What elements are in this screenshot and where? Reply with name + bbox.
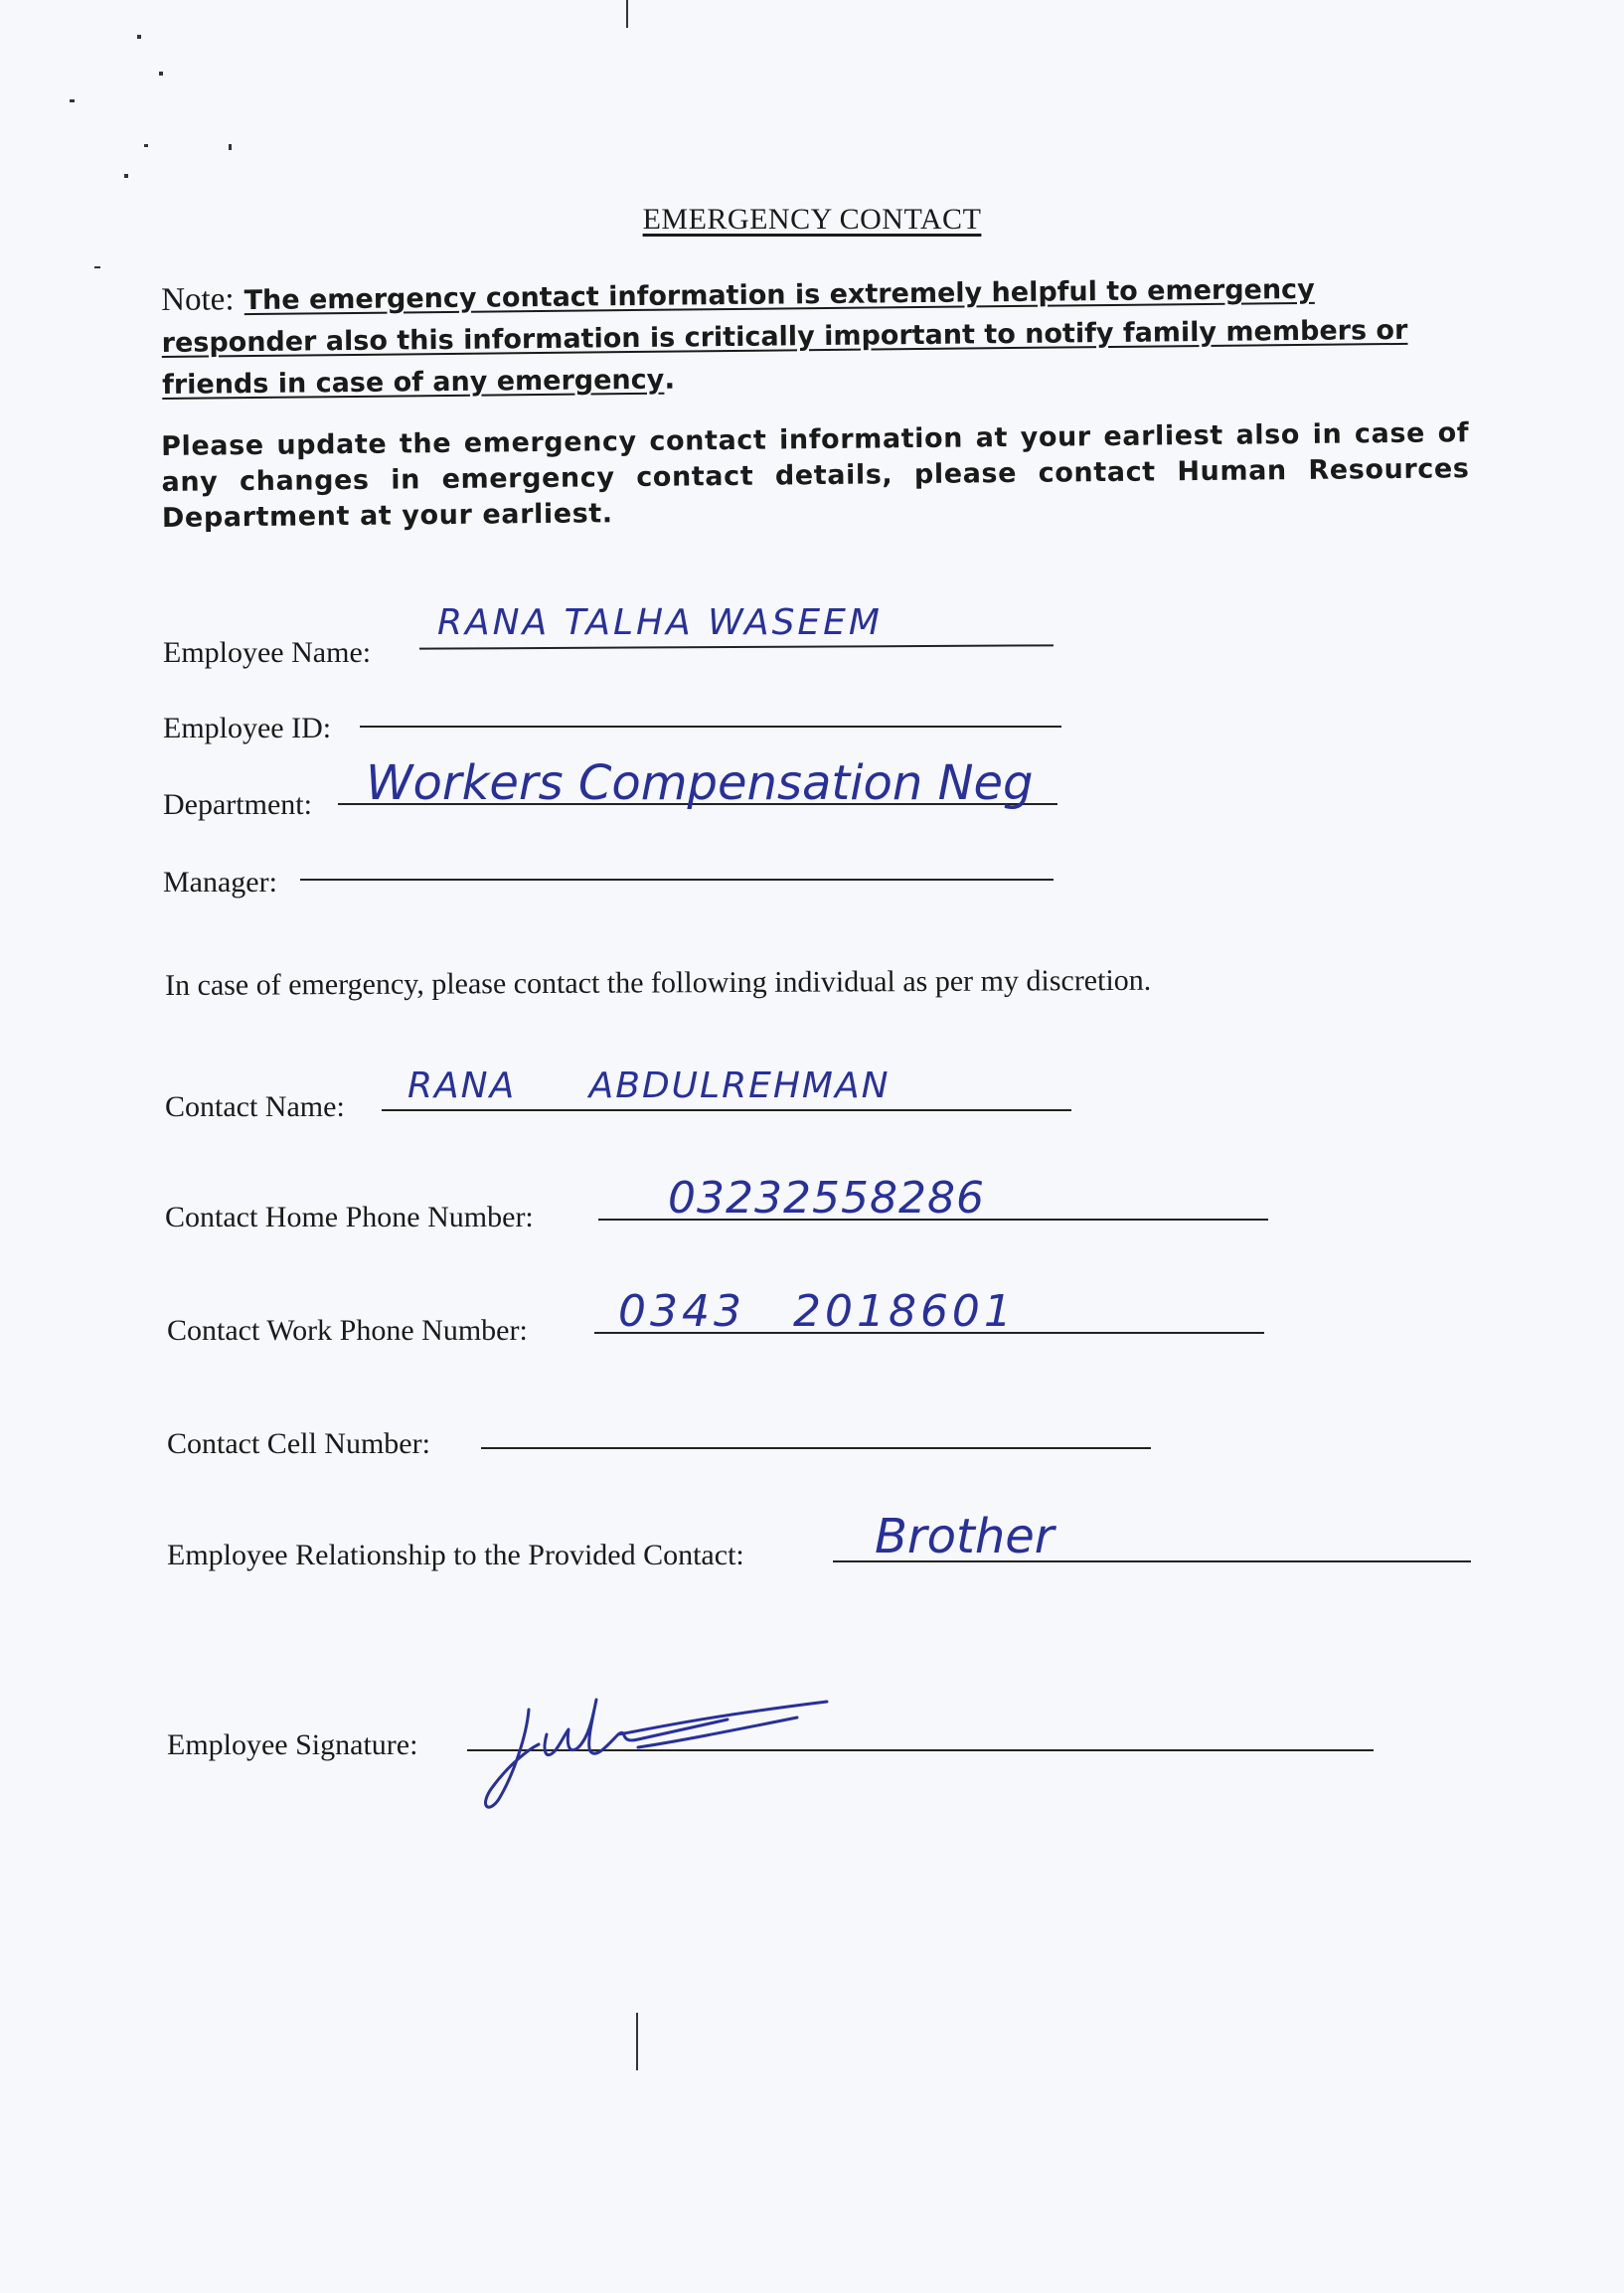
note-text: The emergency contact information is extremely helpful to emergency responder also this information is critically important to notify family members or friends in case of any emergency — [161, 273, 1408, 401]
employee-name-value: RANA TALHA WASEEM — [437, 602, 883, 643]
employee-name-label: Employee Name: — [163, 636, 372, 669]
manager-field[interactable] — [300, 879, 1054, 881]
contact-name-field[interactable] — [382, 1109, 1071, 1111]
employee-id-field[interactable] — [360, 726, 1061, 728]
contact-name-value: RANA ABDULREHMAN — [407, 1065, 891, 1106]
scan-speck — [159, 72, 163, 76]
form-title-text: EMERGENCY CONTACT — [642, 203, 982, 236]
work-phone-value: 0343 2018601 — [618, 1286, 1016, 1337]
scan-mark — [636, 2013, 638, 2070]
cell-number-field[interactable] — [481, 1447, 1151, 1449]
scan-speck — [137, 35, 141, 39]
cell-number-label: Contact Cell Number: — [167, 1427, 430, 1460]
work-phone-label: Contact Work Phone Number: — [167, 1314, 528, 1347]
scan-speck — [124, 174, 128, 178]
scan-mark — [626, 0, 628, 28]
note-lead: Note: — [161, 281, 235, 318]
employee-id-label: Employee ID: — [163, 712, 332, 744]
scan-speck — [144, 144, 148, 147]
department-value: Workers Compensation Neg — [366, 755, 1034, 811]
instructions-paragraph: Please update the emergency contact information at your earliest also in case of any changes in emergency contact details, please contact Human Resources Department at your earliest. — [161, 417, 1470, 534]
relationship-label: Employee Relationship to the Provided Contact: — [167, 1539, 744, 1571]
note-block — [161, 266, 1470, 406]
scan-speck — [94, 266, 100, 268]
department-label: Department: — [163, 788, 312, 821]
scan-speck — [70, 99, 75, 102]
note-end: . — [664, 361, 676, 396]
contact-name-label: Contact Name: — [165, 1090, 345, 1123]
signature-label: Employee Signature: — [167, 1728, 418, 1761]
form-title — [0, 203, 1624, 237]
scan-speck — [229, 144, 232, 150]
home-phone-value: 03232558286 — [668, 1173, 985, 1224]
relationship-value: Brother — [875, 1509, 1055, 1564]
intro-sentence: In case of emergency, please contact the following individual as per my discretion. — [165, 963, 1152, 1002]
home-phone-label: Contact Home Phone Number: — [165, 1201, 534, 1233]
employee-name-field[interactable] — [419, 644, 1054, 649]
signature-drawing — [469, 1690, 847, 1819]
manager-label: Manager: — [163, 866, 277, 899]
